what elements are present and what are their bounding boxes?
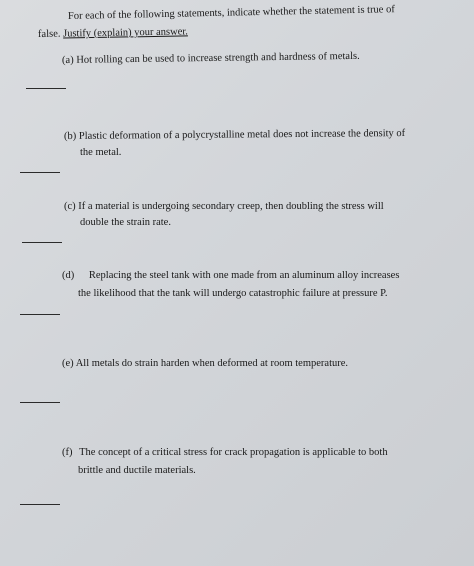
question-b (64, 127, 405, 143)
question-e-text: All metals do strain harden when deformed at room temperature. (75, 358, 349, 369)
question-f (62, 446, 388, 459)
question-c-label: (c) (64, 201, 76, 212)
answer-blank-e[interactable] (20, 402, 60, 403)
question-b-text: Plastic deformation of a polycrystalline metal does not increase the density of (78, 128, 406, 142)
answer-blank-f[interactable] (20, 504, 60, 505)
answer-blank-c[interactable] (22, 242, 62, 243)
question-f-text-2: brittle and ductile materials. (78, 465, 196, 476)
question-e (62, 357, 348, 370)
question-f-label: (f) (62, 447, 73, 458)
question-d-text: Replacing the steel tank with one made from an aluminum alloy increases (88, 270, 400, 281)
instructions-line-2 (38, 25, 188, 41)
question-f-text: The concept of a critical stress for crack propagation is applicable to both (79, 447, 388, 458)
question-c-text-2: double the strain rate. (80, 217, 171, 228)
question-c (64, 200, 384, 213)
instructions-line-1: For each of the following statements, indicate whether the statement is true of (67, 4, 395, 22)
question-d-text-2: the likelihood that the tank will undergo catastrophic failure at pressure P. (78, 288, 388, 299)
question-b-text-2: the metal. (80, 147, 122, 158)
answer-blank-b[interactable] (20, 172, 60, 173)
question-a (62, 50, 360, 67)
question-d (62, 269, 399, 282)
instructions-prefix: false. (37, 28, 61, 40)
instructions-justify: Justify (explain) your answer. (62, 26, 188, 40)
question-d-label: (d) (62, 270, 75, 281)
answer-blank-a[interactable] (26, 88, 66, 89)
question-a-text: Hot rolling can be used to increase strength and hardness of metals. (76, 50, 360, 66)
question-c-text: If a material is undergoing secondary creep, then doubling the stress will (78, 201, 384, 212)
question-e-label: (e) (62, 358, 74, 369)
question-a-label: (a) (61, 54, 74, 66)
question-b-label: (b) (63, 130, 77, 142)
answer-blank-d[interactable] (20, 314, 60, 315)
